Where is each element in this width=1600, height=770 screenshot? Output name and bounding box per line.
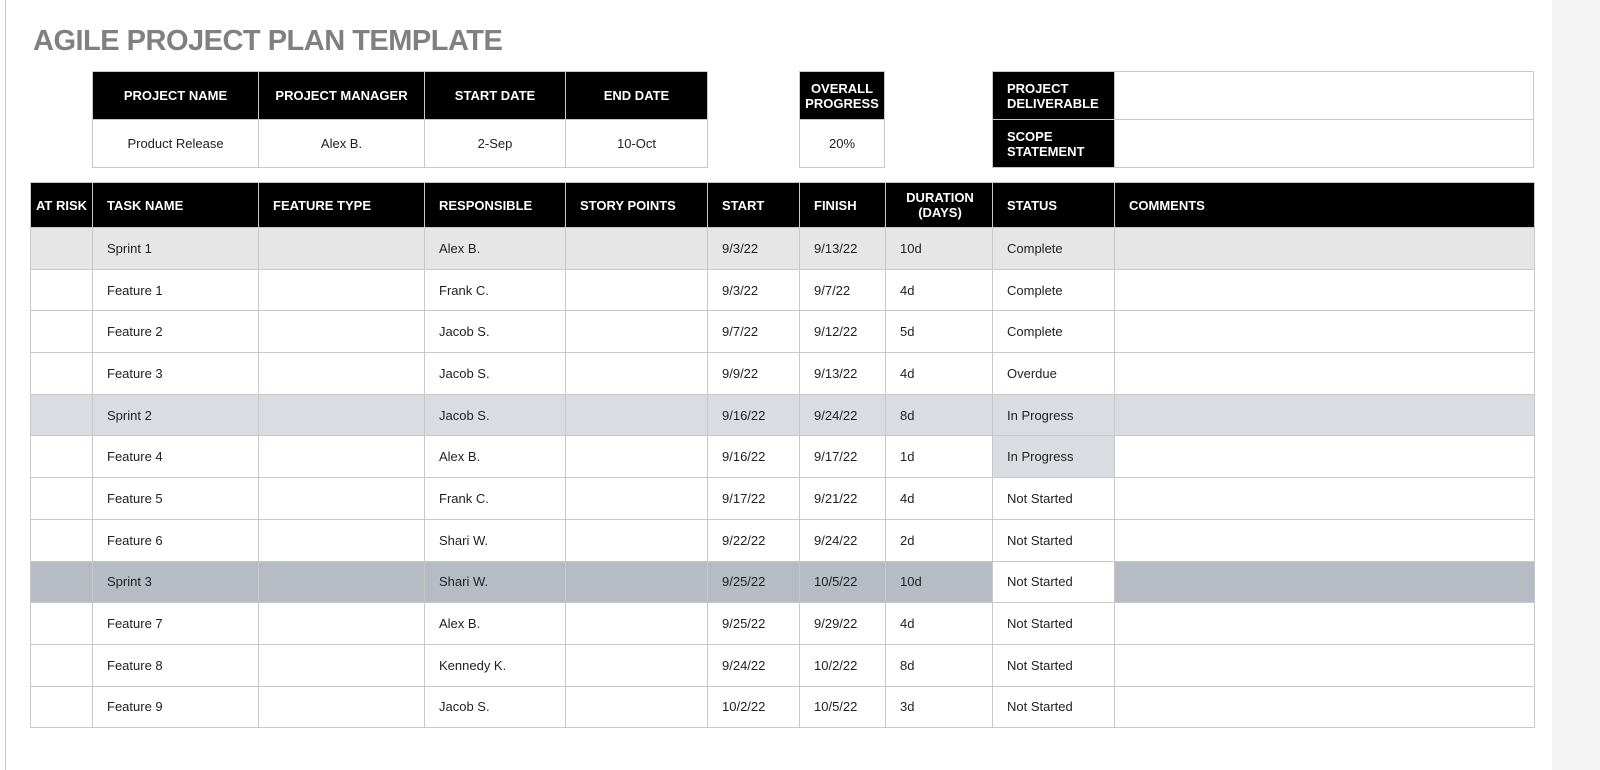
task-name-cell[interactable]: Sprint 2 — [93, 394, 259, 436]
start-cell[interactable]: 9/9/22 — [708, 353, 800, 395]
duration-cell[interactable]: 3d — [886, 686, 993, 728]
table-row — [31, 353, 1535, 395]
status-cell[interactable]: Not Started — [993, 561, 1115, 603]
window-border — [5, 0, 6, 770]
story-points-cell[interactable] — [566, 603, 708, 645]
at-risk-cell[interactable] — [31, 394, 93, 436]
column-header-at-risk: AT RISK — [31, 183, 93, 228]
status-cell[interactable]: Complete — [993, 228, 1115, 270]
duration-cell[interactable]: 10d — [886, 228, 993, 270]
task-name-cell[interactable]: Feature 7 — [93, 603, 259, 645]
start-cell[interactable]: 9/25/22 — [708, 603, 800, 645]
feature-type-cell[interactable] — [259, 478, 425, 520]
task-name-cell[interactable]: Feature 9 — [93, 686, 259, 728]
column-header-feature-type: FEATURE TYPE — [259, 183, 425, 228]
task-name-cell[interactable]: Sprint 1 — [93, 228, 259, 270]
start-cell[interactable]: 9/3/22 — [708, 228, 800, 270]
comments-cell[interactable] — [1115, 644, 1535, 686]
duration-cell[interactable]: 4d — [886, 603, 993, 645]
comments-cell[interactable] — [1115, 436, 1535, 478]
comments-cell[interactable] — [1115, 686, 1535, 728]
status-cell[interactable]: Not Started — [993, 603, 1115, 645]
at-risk-cell[interactable] — [31, 436, 93, 478]
overall-progress-value[interactable]: 20% — [800, 120, 885, 168]
responsible-cell[interactable]: Jacob S. — [425, 686, 566, 728]
task-name-cell[interactable]: Feature 4 — [93, 436, 259, 478]
status-cell[interactable]: Not Started — [993, 686, 1115, 728]
feature-type-cell[interactable] — [259, 603, 425, 645]
responsible-cell[interactable]: Kennedy K. — [425, 644, 566, 686]
responsible-cell[interactable]: Alex B. — [425, 228, 566, 270]
duration-cell[interactable]: 4d — [886, 353, 993, 395]
feature-type-cell[interactable] — [259, 311, 425, 353]
start-cell[interactable]: 9/17/22 — [708, 478, 800, 520]
story-points-cell[interactable] — [566, 228, 708, 270]
at-risk-cell[interactable] — [31, 603, 93, 645]
end-date-cell[interactable]: 10-Oct — [566, 120, 708, 168]
start-cell[interactable]: 9/16/22 — [708, 436, 800, 478]
finish-cell[interactable]: 9/13/22 — [800, 353, 886, 395]
responsible-cell[interactable]: Frank C. — [425, 478, 566, 520]
task-table — [30, 182, 1535, 728]
status-cell[interactable]: In Progress — [993, 436, 1115, 478]
finish-cell[interactable]: 9/24/22 — [800, 394, 886, 436]
overall-progress-label: OVERALL PROGRESS — [800, 72, 885, 120]
story-points-cell[interactable] — [566, 478, 708, 520]
header-start-date: START DATE — [425, 72, 566, 120]
duration-cell[interactable]: 2d — [886, 519, 993, 561]
status-cell[interactable]: Not Started — [993, 644, 1115, 686]
column-header-finish: FINISH — [800, 183, 886, 228]
start-cell[interactable]: 9/24/22 — [708, 644, 800, 686]
feature-type-cell[interactable] — [259, 353, 425, 395]
table-row — [31, 603, 1535, 645]
table-row — [31, 269, 1535, 311]
responsible-cell[interactable]: Alex B. — [425, 436, 566, 478]
start-cell[interactable]: 9/3/22 — [708, 269, 800, 311]
feature-type-cell[interactable] — [259, 436, 425, 478]
duration-cell[interactable]: 8d — [886, 394, 993, 436]
comments-cell[interactable] — [1115, 603, 1535, 645]
project-summary-table — [92, 71, 708, 168]
comments-cell[interactable] — [1115, 394, 1535, 436]
story-points-cell[interactable] — [566, 269, 708, 311]
feature-type-cell[interactable] — [259, 686, 425, 728]
column-header-duration: DURATION (DAYS) — [886, 183, 993, 228]
header-end-date: END DATE — [566, 72, 708, 120]
table-row — [31, 686, 1535, 728]
task-name-cell[interactable]: Feature 3 — [93, 353, 259, 395]
finish-cell[interactable]: 9/7/22 — [800, 269, 886, 311]
task-name-cell[interactable]: Feature 8 — [93, 644, 259, 686]
at-risk-cell[interactable] — [31, 269, 93, 311]
column-header-comments: COMMENTS — [1115, 183, 1535, 228]
responsible-cell[interactable]: Jacob S. — [425, 353, 566, 395]
task-name-cell[interactable]: Feature 6 — [93, 519, 259, 561]
feature-type-cell[interactable] — [259, 561, 425, 603]
comments-cell[interactable] — [1115, 519, 1535, 561]
duration-cell[interactable]: 8d — [886, 644, 993, 686]
status-cell[interactable]: Complete — [993, 269, 1115, 311]
responsible-cell[interactable]: Frank C. — [425, 269, 566, 311]
column-header-task-name: TASK NAME — [93, 183, 259, 228]
responsible-cell[interactable]: Alex B. — [425, 603, 566, 645]
finish-cell[interactable]: 9/17/22 — [800, 436, 886, 478]
story-points-cell[interactable] — [566, 353, 708, 395]
duration-cell[interactable]: 1d — [886, 436, 993, 478]
story-points-cell[interactable] — [566, 686, 708, 728]
scroll-gutter[interactable] — [1552, 0, 1600, 770]
start-cell[interactable]: 9/22/22 — [708, 519, 800, 561]
comments-cell[interactable] — [1115, 478, 1535, 520]
story-points-cell[interactable] — [566, 311, 708, 353]
task-name-cell[interactable]: Sprint 3 — [93, 561, 259, 603]
table-row — [31, 311, 1535, 353]
start-cell[interactable]: 10/2/22 — [708, 686, 800, 728]
table-row — [31, 394, 1535, 436]
story-points-cell[interactable] — [566, 644, 708, 686]
duration-cell[interactable]: 4d — [886, 269, 993, 311]
finish-cell[interactable]: 9/29/22 — [800, 603, 886, 645]
project-name-cell[interactable]: Product Release — [93, 120, 259, 168]
project-deliverable-cell[interactable] — [1115, 72, 1534, 120]
at-risk-cell[interactable] — [31, 311, 93, 353]
table-row — [31, 644, 1535, 686]
feature-type-cell[interactable] — [259, 519, 425, 561]
table-row — [31, 436, 1535, 478]
duration-cell[interactable]: 5d — [886, 311, 993, 353]
responsible-cell[interactable]: Jacob S. — [425, 394, 566, 436]
feature-type-cell[interactable] — [259, 394, 425, 436]
feature-type-cell[interactable] — [259, 269, 425, 311]
header-project-manager: PROJECT MANAGER — [259, 72, 425, 120]
status-cell[interactable]: Complete — [993, 311, 1115, 353]
column-header-story-points: STORY POINTS — [566, 183, 708, 228]
story-points-cell[interactable] — [566, 394, 708, 436]
finish-cell[interactable]: 10/5/22 — [800, 686, 886, 728]
finish-cell[interactable]: 10/2/22 — [800, 644, 886, 686]
finish-cell[interactable]: 9/12/22 — [800, 311, 886, 353]
start-date-cell[interactable]: 2-Sep — [425, 120, 566, 168]
finish-cell[interactable]: 9/13/22 — [800, 228, 886, 270]
status-cell[interactable]: Not Started — [993, 478, 1115, 520]
page-title: AGILE PROJECT PLAN TEMPLATE — [33, 25, 503, 57]
feature-type-cell[interactable] — [259, 228, 425, 270]
start-cell[interactable]: 9/7/22 — [708, 311, 800, 353]
finish-cell[interactable]: 10/5/22 — [800, 561, 886, 603]
task-name-cell[interactable]: Feature 1 — [93, 269, 259, 311]
task-name-cell[interactable]: Feature 5 — [93, 478, 259, 520]
table-row — [31, 519, 1535, 561]
duration-cell[interactable]: 10d — [886, 561, 993, 603]
duration-cell[interactable]: 4d — [886, 478, 993, 520]
table-row — [31, 228, 1535, 270]
status-cell[interactable]: Overdue — [993, 353, 1115, 395]
comments-cell[interactable] — [1115, 311, 1535, 353]
finish-cell[interactable]: 9/24/22 — [800, 519, 886, 561]
feature-type-cell[interactable] — [259, 644, 425, 686]
header-project-name: PROJECT NAME — [93, 72, 259, 120]
at-risk-cell[interactable] — [31, 353, 93, 395]
table-row — [31, 561, 1535, 603]
responsible-cell[interactable]: Jacob S. — [425, 311, 566, 353]
at-risk-cell[interactable] — [31, 228, 93, 270]
comments-cell[interactable] — [1115, 228, 1535, 270]
story-points-cell[interactable] — [566, 519, 708, 561]
comments-cell[interactable] — [1115, 353, 1535, 395]
overall-progress-table — [799, 71, 885, 168]
scope-statement-cell[interactable] — [1115, 120, 1534, 168]
at-risk-cell[interactable] — [31, 644, 93, 686]
scope-table — [992, 71, 1534, 168]
column-header-start: START — [708, 183, 800, 228]
status-cell[interactable]: In Progress — [993, 394, 1115, 436]
start-cell[interactable]: 9/25/22 — [708, 561, 800, 603]
start-cell[interactable]: 9/16/22 — [708, 394, 800, 436]
at-risk-cell[interactable] — [31, 561, 93, 603]
project-deliverable-label: PROJECT DELIVERABLE — [993, 72, 1115, 120]
column-header-status: STATUS — [993, 183, 1115, 228]
at-risk-cell[interactable] — [31, 478, 93, 520]
scope-statement-label: SCOPE STATEMENT — [993, 120, 1115, 168]
story-points-cell[interactable] — [566, 436, 708, 478]
table-row — [31, 478, 1535, 520]
comments-cell[interactable] — [1115, 561, 1535, 603]
at-risk-cell[interactable] — [31, 686, 93, 728]
project-manager-cell[interactable]: Alex B. — [259, 120, 425, 168]
responsible-cell[interactable]: Shari W. — [425, 561, 566, 603]
task-name-cell[interactable]: Feature 2 — [93, 311, 259, 353]
at-risk-cell[interactable] — [31, 519, 93, 561]
responsible-cell[interactable]: Shari W. — [425, 519, 566, 561]
comments-cell[interactable] — [1115, 269, 1535, 311]
column-header-responsible: RESPONSIBLE — [425, 183, 566, 228]
status-cell[interactable]: Not Started — [993, 519, 1115, 561]
finish-cell[interactable]: 9/21/22 — [800, 478, 886, 520]
story-points-cell[interactable] — [566, 561, 708, 603]
